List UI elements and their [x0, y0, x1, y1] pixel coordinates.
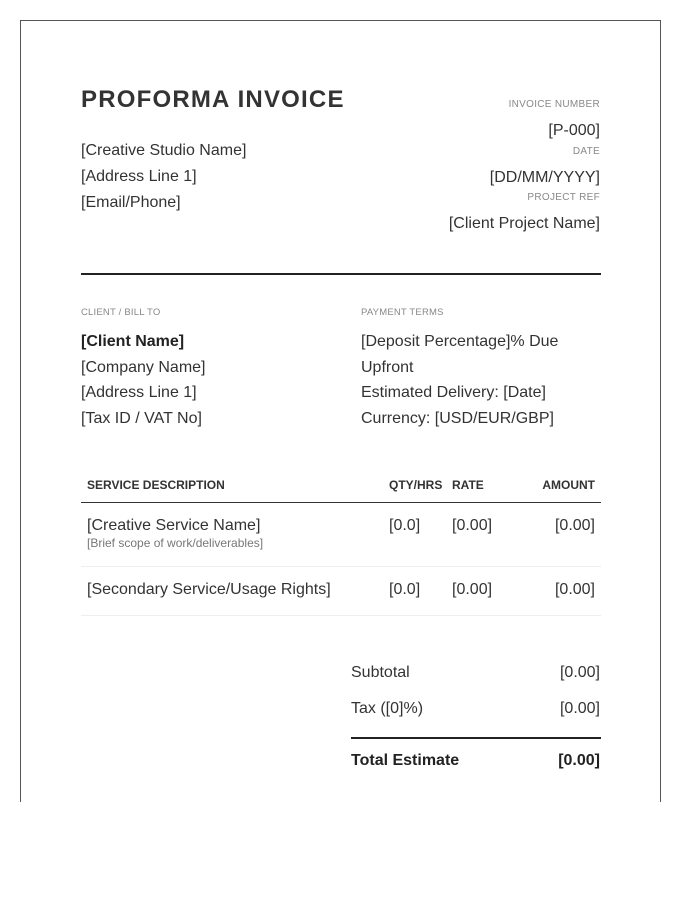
studio-details: [81, 138, 246, 216]
column-header-qty: QTY/HRS: [389, 478, 443, 492]
total-estimate-label: Total Estimate: [351, 752, 460, 769]
row-rate: [0.00]: [452, 581, 493, 598]
invoice-title: PROFORMA INVOICE: [81, 86, 345, 113]
tax-label: Tax ([0]%): [351, 700, 424, 717]
total-estimate-value: [0.00]: [558, 752, 600, 769]
studio-name: [Creative Studio Name]: [81, 142, 247, 159]
date-value: [DD/MM/YYYY]: [489, 169, 600, 186]
client-section-label: CLIENT / BILL TO: [81, 307, 161, 318]
project-ref-value: [Client Project Name]: [448, 215, 600, 232]
date-label: DATE: [572, 146, 600, 157]
row-description: [Creative Service Name]: [87, 517, 261, 534]
row-divider: [81, 615, 601, 616]
row-description: [Secondary Service/Usage Rights]: [87, 581, 331, 598]
row-amount: [0.00]: [554, 581, 595, 598]
column-header-rate: RATE: [452, 478, 484, 492]
payment-terms-label: PAYMENT TERMS: [361, 307, 444, 318]
row-amount: [0.00]: [554, 517, 595, 534]
row-qty: [0.0]: [389, 581, 421, 598]
studio-address: [Address Line 1]: [81, 168, 197, 185]
currency: Currency: [USD/EUR/GBP]: [361, 409, 554, 427]
client-details: [81, 329, 206, 431]
invoice-number-label: INVOICE NUMBER: [508, 99, 600, 110]
header-divider: [81, 273, 601, 275]
client-name: [Client Name]: [81, 333, 185, 350]
column-header-amount: AMOUNT: [542, 478, 595, 492]
subtotal-value: [0.00]: [559, 664, 600, 681]
column-header-description: SERVICE DESCRIPTION: [87, 478, 225, 492]
subtotal-label: Subtotal: [351, 664, 410, 681]
estimated-delivery: Estimated Delivery: [Date]: [361, 384, 546, 401]
invoice-page: [20, 20, 661, 802]
deposit-terms-line-2: Upfront: [361, 358, 414, 376]
row-qty: [0.0]: [389, 517, 421, 534]
client-address: [Address Line 1]: [81, 384, 197, 401]
row-divider: [81, 566, 601, 567]
studio-contact: [Email/Phone]: [81, 194, 181, 211]
payment-terms: [361, 329, 601, 431]
table-header-divider: [81, 502, 601, 503]
client-tax-id: [Tax ID / VAT No]: [81, 409, 202, 427]
total-divider: [351, 737, 601, 739]
client-company: [Company Name]: [81, 358, 206, 376]
project-ref-label: PROJECT REF: [527, 192, 600, 203]
row-rate: [0.00]: [452, 517, 493, 534]
tax-value: [0.00]: [559, 700, 600, 717]
row-note: [Brief scope of work/deliverables]: [87, 536, 264, 550]
invoice-number-value: [P-000]: [548, 122, 600, 139]
deposit-terms-line-1: [Deposit Percentage]% Due: [361, 333, 559, 350]
